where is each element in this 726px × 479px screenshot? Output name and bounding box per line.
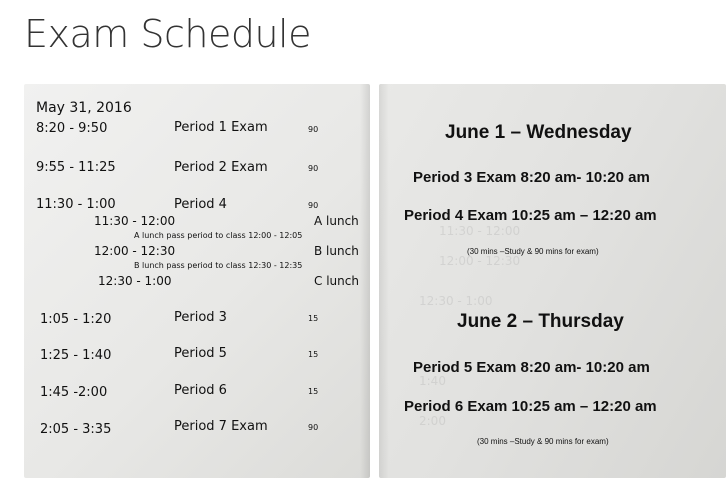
lunch-pass-note: A lunch pass period to class 12:00 - 12:05 bbox=[134, 231, 303, 240]
day-heading-june-2: June 2 – Thursday bbox=[457, 311, 624, 332]
row-time: 8:20 - 9:50 bbox=[36, 121, 108, 136]
exam-line: Period 5 Exam 8:20 am- 10:20 am bbox=[413, 359, 650, 376]
row-label: Period 5 bbox=[174, 346, 227, 361]
lunch-label: C lunch bbox=[314, 274, 359, 288]
row-minutes: 15 bbox=[308, 387, 319, 396]
row-minutes: 90 bbox=[308, 125, 319, 134]
page-title: Exam Schedule bbox=[24, 12, 311, 56]
lunch-time: 12:00 - 12:30 bbox=[94, 244, 176, 258]
row-label: Period 6 bbox=[174, 383, 227, 398]
exam-note: (30 mins –Study & 90 mins for exam) bbox=[477, 437, 609, 446]
lunch-pass-note: B lunch pass period to class 12:30 - 12:35 bbox=[134, 261, 303, 270]
row-minutes: 15 bbox=[308, 350, 319, 359]
lunch-label: B lunch bbox=[314, 244, 359, 258]
day-heading-june-1: June 1 – Wednesday bbox=[445, 122, 632, 143]
lunch-time: 11:30 - 12:00 bbox=[94, 214, 176, 228]
row-minutes: 90 bbox=[308, 423, 319, 432]
row-time: 2:05 - 3:35 bbox=[40, 422, 112, 437]
row-time: 1:25 - 1:40 bbox=[40, 348, 112, 363]
row-label: Period 3 bbox=[174, 310, 227, 325]
row-time: 1:45 -2:00 bbox=[40, 385, 108, 400]
exam-note: (30 mins –Study & 90 mins for exam) bbox=[467, 247, 599, 256]
lunch-time: 12:30 - 1:00 bbox=[98, 274, 172, 288]
row-label: Period 2 Exam bbox=[174, 160, 268, 175]
row-minutes: 90 bbox=[308, 201, 319, 210]
sheet-date: May 31, 2016 bbox=[36, 100, 132, 116]
exam-line: Period 6 Exam 10:25 am – 12:20 am bbox=[404, 398, 657, 415]
row-time: 1:05 - 1:20 bbox=[40, 312, 112, 327]
schedule-photo-june: 11:30 - 12:00 12:00 - 12:30 12:30 - 1:00 1:40 2:00 June 1 – Wednesday Period 3 Exam 8:20 am- 10:20 am Period 4 Exam 10:25 am – 12:20 am (30 mins –Study & 90 mins for exam) June 2 – Thursday Period 5 Exam 8:20 am- 10:20 am Period 6 Exam 10:25 am – 12:20 am (30 mins –Study & 90 mins for exam) bbox=[379, 84, 726, 478]
row-label: Period 1 Exam bbox=[174, 120, 268, 135]
exam-line: Period 4 Exam 10:25 am – 12:20 am bbox=[404, 207, 657, 224]
row-time: 9:55 - 11:25 bbox=[36, 160, 116, 175]
row-time: 11:30 - 1:00 bbox=[36, 197, 116, 212]
row-minutes: 90 bbox=[308, 164, 319, 173]
row-label: Period 7 Exam bbox=[174, 419, 268, 434]
exam-line: Period 3 Exam 8:20 am- 10:20 am bbox=[413, 169, 650, 186]
row-label: Period 4 bbox=[174, 197, 227, 212]
lunch-label: A lunch bbox=[314, 214, 359, 228]
row-minutes: 15 bbox=[308, 314, 319, 323]
schedule-photo-may-31 bbox=[24, 84, 370, 478]
